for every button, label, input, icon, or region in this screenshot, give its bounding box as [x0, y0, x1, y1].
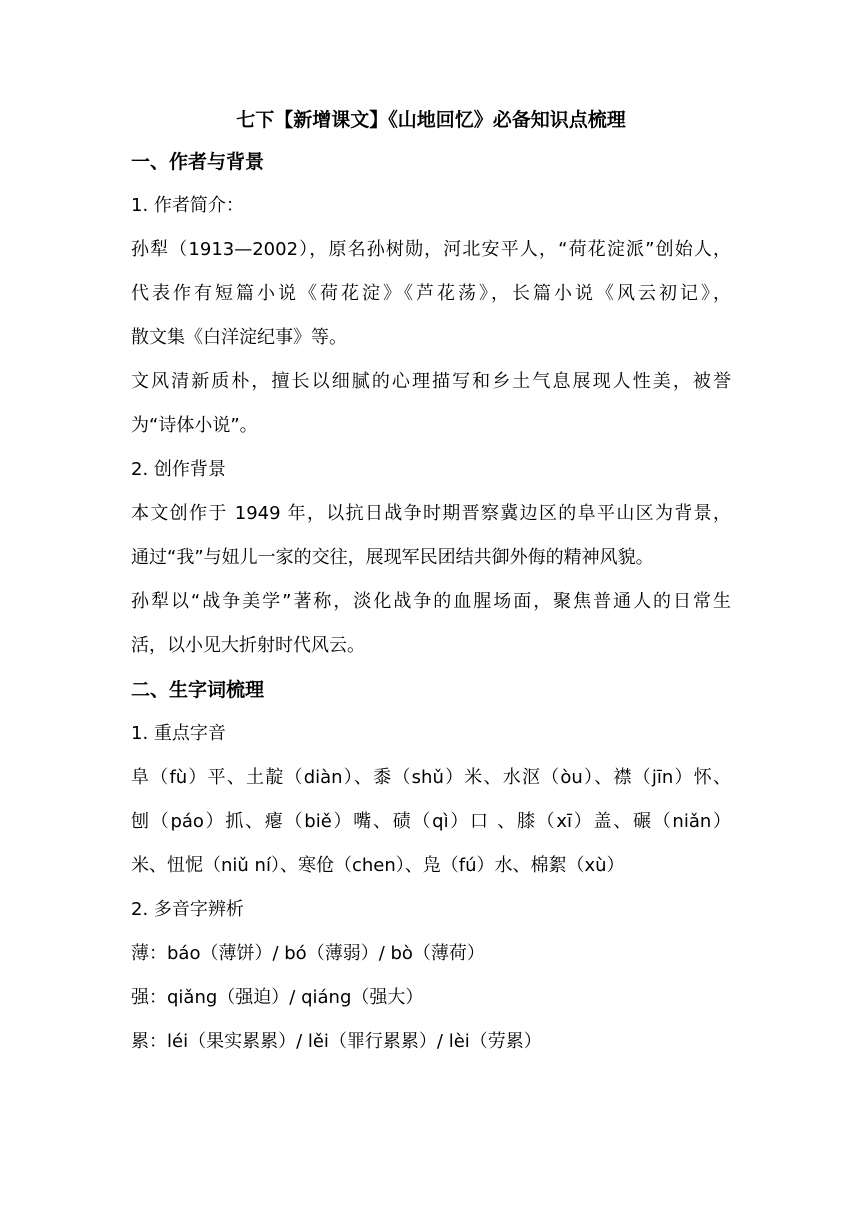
text-line: 刨（páo）抓、瘪（biě）嘴、碛（qì）口 、膝（xī）盖、碾（niǎn）	[131, 811, 731, 832]
paragraph-war-aesthetics	[131, 587, 731, 661]
subheading-author-intro: 1. 作者简介：	[131, 195, 244, 216]
paragraph-creation-background	[131, 499, 731, 573]
text-line: 活，以小见大折射时代风云。	[131, 635, 365, 656]
text-line: 孙犁（1913—2002），原名孙树勋，河北安平人，“荷花淀派”创始人，	[131, 239, 731, 260]
text-line: 代表作有短篇小说《荷花淀》《芦花荡》，长篇小说《风云初记》，	[131, 283, 731, 304]
subheading-creation-background: 2. 创作背景	[131, 459, 226, 480]
text-line: 本文创作于 1949 年，以抗日战争时期晋察冀边区的阜平山区为背景，	[131, 503, 731, 524]
text-line: 通过“我”与妞儿一家的交往，展现军民团结共御外侮的精神风貌。	[131, 547, 654, 568]
text-line: 孙犁以“战争美学”著称，淡化战争的血腥场面，聚焦普通人的日常生	[131, 591, 731, 612]
polyphonic-item-qiang: 强：qiǎng（强迫）/ qiáng（强大）	[131, 987, 424, 1008]
subheading-key-pronunciation: 1. 重点字音	[131, 723, 226, 744]
subheading-polyphonic: 2. 多音字辨析	[131, 899, 244, 920]
section-heading-vocabulary: 二、生字词梳理	[131, 679, 265, 701]
text-line: 文风清新质朴，擅长以细腻的心理描写和乡土气息展现人性美，被誉	[131, 371, 731, 392]
section-heading-author-background: 一、作者与背景	[131, 151, 265, 173]
paragraph-writing-style	[131, 367, 731, 441]
polyphonic-item-bao: 薄：báo（薄饼）/ bó（薄弱）/ bò（薄荷）	[131, 943, 485, 964]
paragraph-author-bio	[131, 235, 731, 353]
polyphonic-item-lei: 累：léi（果实累累）/ lěi（罪行累累）/ lèi（劳累）	[131, 1031, 542, 1052]
document-page	[131, 105, 731, 1071]
document-title: 七下【新增课文】《山地回忆》必备知识点梳理	[236, 109, 626, 131]
text-line: 为“诗体小说”。	[131, 415, 258, 436]
text-line: 阜（fù）平、土靛（diàn）、黍（shǔ）米、水沤（òu）、襟（jīn）怀、	[131, 767, 731, 788]
text-line: 米、忸怩（niǔ ní）、寒伧（chen）、凫（fú）水、棉絮（xù）	[131, 855, 625, 876]
paragraph-pronunciation-list	[131, 763, 731, 881]
text-line: 散文集《白洋淀纪事》等。	[131, 327, 347, 348]
